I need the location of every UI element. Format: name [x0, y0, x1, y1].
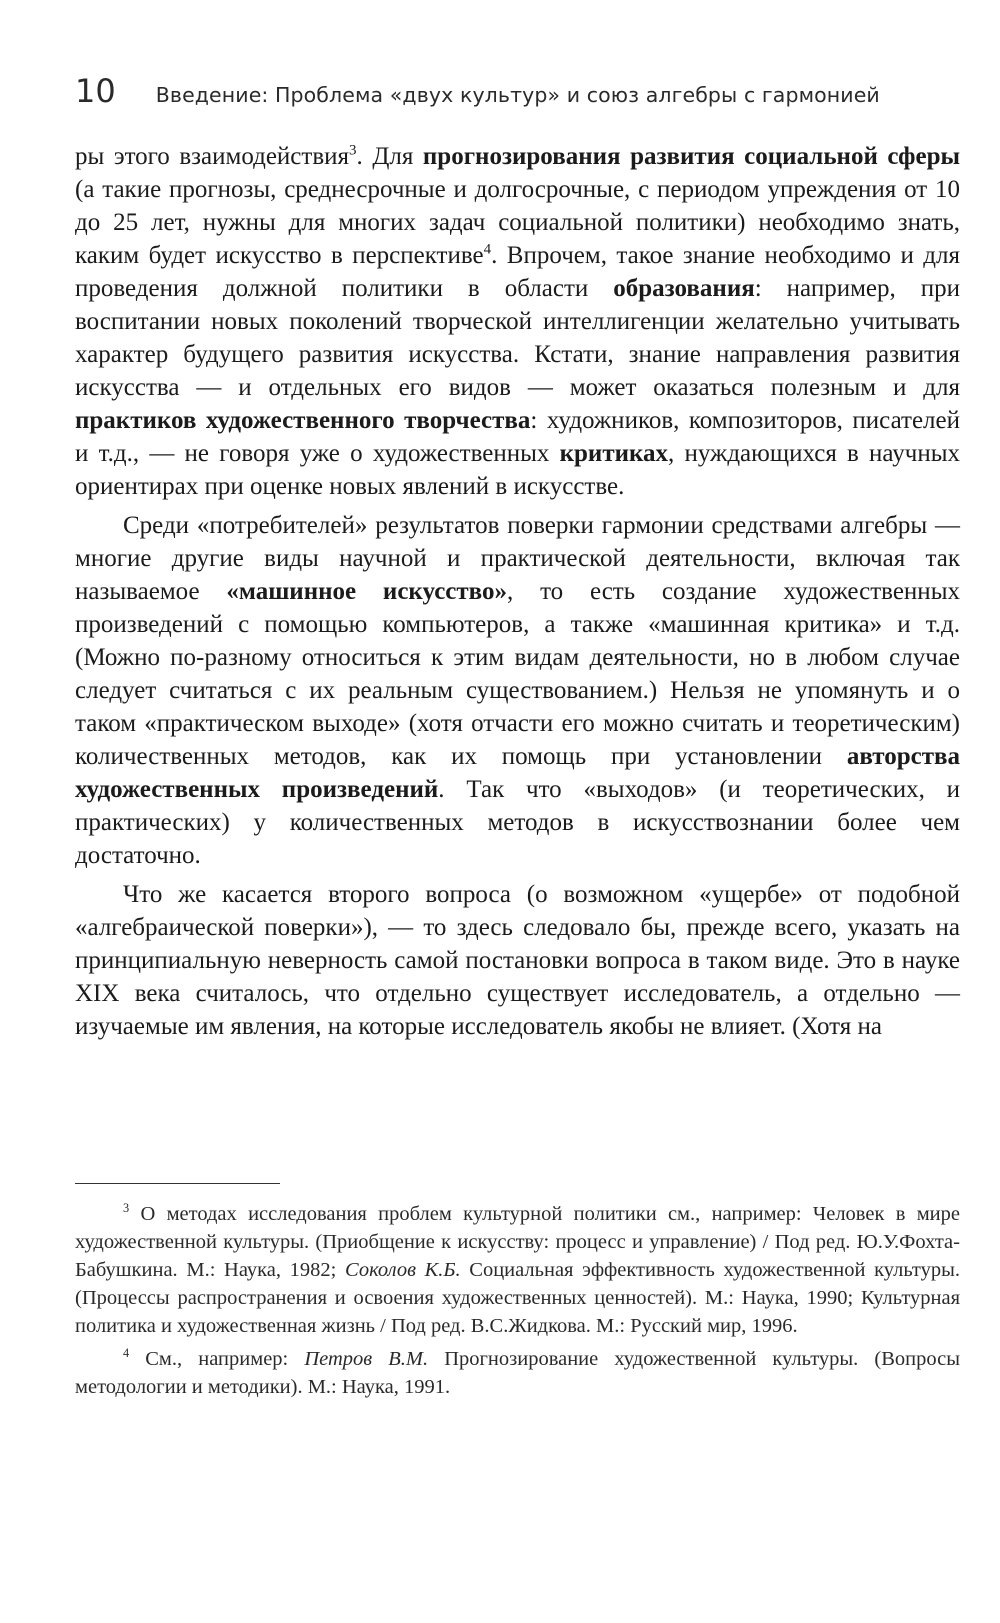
bold-term: практиков художественного творчества	[75, 407, 531, 434]
bold-term: «машинное искусство»	[226, 578, 508, 605]
text-run: . Впрочем, такое знание необходимо и для проведения должной политики в области	[75, 242, 960, 302]
paragraph-2	[75, 509, 960, 872]
text-run: Прогнозирование художественной культуры. (Вопросы методологии и методики). М.: Наука, 1991.	[75, 1348, 960, 1398]
footnote-ref-4: 4	[483, 241, 492, 258]
page-number: 10	[75, 72, 116, 110]
footnote-separator	[75, 1183, 280, 1184]
footnotes	[75, 1200, 960, 1406]
text-run: Социальная эффективность художественной культуры. (Процессы распространения и освоения художественных ценностей). М.: Наука, 1990; Культурная политика и художественная жизнь / Под ред. В.С.Жидкова. М.: Русский мир, 1996.	[75, 1259, 960, 1337]
footnote-number: 3	[123, 1201, 130, 1216]
author-name: Соколов К.Б.	[345, 1259, 461, 1281]
text-run: См., например:	[129, 1348, 305, 1370]
text-run: . Для	[356, 143, 423, 170]
text-run: , нуждающихся в научных ориентирах при оценке новых явлений в искусстве.	[75, 440, 961, 500]
footnote-ref-3: 3	[349, 142, 357, 159]
paragraph-1	[75, 140, 960, 503]
text-run: : художников, композиторов, писателей и т.д., — не говоря уже о художественных	[75, 407, 961, 467]
running-title: Введение: Проблема «двух культур» и союз алгебры с гармонией	[155, 83, 880, 107]
text-run: О методах исследования проблем культурной политики см., например: Человек в мире художественной культуры. (Приобщение к искусству: процесс и управление) / Под ред. Ю.У.Фохта-Бабушкина. М.: Наука, 1982;	[75, 1203, 960, 1281]
footnote-number: 4	[123, 1346, 130, 1361]
footnote-4	[75, 1345, 960, 1401]
author-name: Петров В.М.	[304, 1348, 429, 1370]
bold-term: прогнозирования развития социальной сферы	[422, 143, 960, 170]
text-run: Среди «потребителей» результатов поверки гармонии средствами алгебры — многие другие виды научной и практической деятельности, включая так называемое	[75, 512, 960, 605]
paragraph-3	[75, 878, 960, 1043]
footnote-3	[75, 1200, 960, 1340]
text-run: : например, при воспитании новых поколений творческой интеллигенции желательно учитывать характер будущего развития искусства. Кстати, знание направления развития искусства — и отдельных его видов — может оказаться полезным и для	[75, 275, 960, 401]
text-run: (а такие прогнозы, среднесрочные и долгосрочные, с периодом упреждения от 10 до 25 лет, нужны для многих задач социальной политики) необходимо знать, каким будет искусство в перспективе	[75, 176, 960, 269]
main-text	[75, 140, 960, 1043]
text-run: Что же касается второго вопроса (о возможном «ущербе» от подобной «алгебраической поверки»), — то здесь следовало бы, прежде всего, указать на принципиальную неверность самой постановки вопроса в таком виде. Это в науке XIX века считалось, что отдельно существует исследователь, а отдельно — изучаемые им явления, на которые исследователь якобы не влияет. (Хотя на	[75, 881, 960, 1040]
text-run: ры этого взаимодействия	[75, 143, 350, 170]
bold-term: авторства художественных произведений	[75, 743, 960, 803]
bold-term: критиках	[559, 440, 669, 467]
bold-term: образования	[613, 275, 755, 302]
text-run: . Так что «выходов» (и теоретических, и практических) у количественных методов в искусствознании более чем достаточно.	[75, 776, 960, 869]
page-header	[75, 72, 960, 110]
text-run: , то есть создание художественных произведений с помощью компьютеров, а также «машинная критика» и т.д. (Можно по-разному относиться к этим видам деятельности, но в любом случае следует считаться с их реальным существованием.) Нельзя не упомянуть и о таком «практическом выходе» (хотя отчасти его можно считать и теоретическим) количественных методов, как их помощь при установлении	[75, 578, 960, 770]
